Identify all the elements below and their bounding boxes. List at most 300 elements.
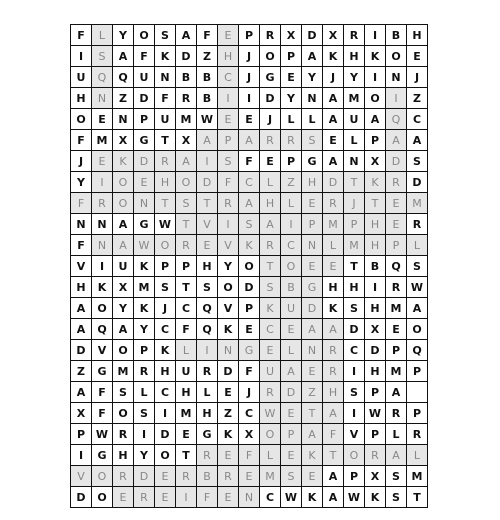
grid-cell[interactable]: X — [176, 130, 197, 151]
grid-cell[interactable]: C — [260, 319, 281, 340]
grid-cell[interactable]: R — [407, 424, 428, 445]
grid-cell[interactable]: V — [218, 298, 239, 319]
grid-cell[interactable]: E — [218, 487, 239, 508]
grid-cell[interactable]: L — [281, 193, 302, 214]
grid-cell[interactable]: A — [71, 298, 92, 319]
grid-cell[interactable]: M — [176, 109, 197, 130]
grid-cell[interactable]: A — [386, 130, 407, 151]
grid-cell[interactable]: N — [92, 214, 113, 235]
grid-cell[interactable]: L — [134, 382, 155, 403]
grid-cell[interactable]: W — [260, 403, 281, 424]
grid-cell[interactable]: M — [344, 88, 365, 109]
grid-cell[interactable]: P — [386, 235, 407, 256]
grid-cell[interactable]: S — [239, 214, 260, 235]
grid-cell[interactable]: T — [155, 193, 176, 214]
grid-cell[interactable]: H — [176, 382, 197, 403]
grid-cell[interactable]: K — [302, 445, 323, 466]
grid-cell[interactable]: C — [218, 67, 239, 88]
grid-cell[interactable]: T — [176, 445, 197, 466]
grid-cell[interactable]: R — [407, 214, 428, 235]
grid-cell[interactable]: H — [344, 46, 365, 67]
grid-cell[interactable]: X — [365, 151, 386, 172]
grid-cell[interactable]: W — [134, 235, 155, 256]
grid-cell[interactable]: W — [407, 277, 428, 298]
grid-cell[interactable]: A — [176, 25, 197, 46]
grid-cell[interactable]: S — [134, 403, 155, 424]
grid-cell[interactable]: K — [323, 46, 344, 67]
grid-cell[interactable]: L — [197, 382, 218, 403]
grid-cell[interactable]: P — [134, 340, 155, 361]
grid-cell[interactable]: A — [323, 151, 344, 172]
grid-cell[interactable]: U — [155, 109, 176, 130]
grid-cell[interactable]: W — [281, 487, 302, 508]
grid-cell[interactable]: O — [92, 487, 113, 508]
grid-cell[interactable]: K — [113, 151, 134, 172]
grid-cell[interactable]: N — [344, 151, 365, 172]
grid-cell[interactable]: Q — [92, 67, 113, 88]
grid-cell[interactable]: Z — [113, 88, 134, 109]
grid-cell[interactable]: I — [218, 214, 239, 235]
grid-cell[interactable]: N — [155, 67, 176, 88]
grid-cell[interactable]: S — [302, 130, 323, 151]
grid-cell[interactable]: K — [134, 298, 155, 319]
grid-cell[interactable]: C — [407, 109, 428, 130]
grid-cell[interactable]: O — [92, 466, 113, 487]
grid-cell[interactable]: K — [218, 319, 239, 340]
grid-cell[interactable]: R — [92, 193, 113, 214]
grid-cell[interactable]: T — [365, 193, 386, 214]
grid-cell[interactable]: Y — [281, 88, 302, 109]
grid-cell[interactable]: R — [176, 235, 197, 256]
grid-cell[interactable]: A — [323, 319, 344, 340]
grid-cell[interactable]: E — [155, 487, 176, 508]
grid-cell[interactable]: A — [323, 403, 344, 424]
grid-cell[interactable]: E — [176, 424, 197, 445]
grid-cell[interactable]: A — [386, 445, 407, 466]
grid-cell[interactable]: R — [197, 445, 218, 466]
grid-cell[interactable]: C — [239, 403, 260, 424]
grid-cell[interactable]: I — [365, 67, 386, 88]
grid-cell[interactable]: A — [302, 46, 323, 67]
grid-cell[interactable]: E — [92, 151, 113, 172]
grid-cell[interactable]: R — [260, 130, 281, 151]
grid-cell[interactable]: E — [239, 319, 260, 340]
grid-cell[interactable]: R — [176, 466, 197, 487]
grid-cell[interactable]: S — [344, 382, 365, 403]
grid-cell[interactable]: F — [218, 172, 239, 193]
grid-cell[interactable]: X — [281, 25, 302, 46]
grid-cell[interactable]: G — [302, 277, 323, 298]
grid-cell[interactable]: R — [323, 361, 344, 382]
grid-cell[interactable]: X — [113, 130, 134, 151]
grid-cell[interactable]: D — [260, 88, 281, 109]
grid-cell[interactable]: D — [71, 340, 92, 361]
grid-cell[interactable]: P — [281, 151, 302, 172]
grid-cell[interactable]: E — [92, 109, 113, 130]
grid-cell[interactable]: U — [176, 361, 197, 382]
grid-cell[interactable]: D — [386, 151, 407, 172]
grid-cell[interactable] — [407, 382, 428, 403]
grid-cell[interactable]: Z — [218, 403, 239, 424]
grid-cell[interactable]: S — [386, 487, 407, 508]
grid-cell[interactable]: R — [155, 151, 176, 172]
grid-cell[interactable]: O — [71, 109, 92, 130]
grid-cell[interactable]: K — [134, 256, 155, 277]
grid-cell[interactable]: J — [323, 67, 344, 88]
grid-cell[interactable]: D — [302, 25, 323, 46]
grid-cell[interactable]: J — [239, 67, 260, 88]
grid-cell[interactable]: P — [365, 424, 386, 445]
grid-cell[interactable]: O — [92, 298, 113, 319]
grid-cell[interactable]: C — [155, 382, 176, 403]
grid-cell[interactable]: A — [302, 424, 323, 445]
grid-cell[interactable]: S — [197, 277, 218, 298]
grid-cell[interactable]: Z — [407, 88, 428, 109]
grid-cell[interactable]: H — [197, 403, 218, 424]
grid-cell[interactable]: U — [281, 298, 302, 319]
grid-cell[interactable]: R — [218, 193, 239, 214]
grid-cell[interactable]: F — [92, 382, 113, 403]
grid-cell[interactable]: X — [113, 277, 134, 298]
grid-cell[interactable]: O — [134, 25, 155, 46]
grid-cell[interactable]: P — [344, 466, 365, 487]
grid-cell[interactable]: O — [155, 235, 176, 256]
grid-cell[interactable]: U — [260, 361, 281, 382]
grid-cell[interactable]: O — [113, 340, 134, 361]
grid-cell[interactable]: I — [92, 172, 113, 193]
grid-cell[interactable]: A — [365, 109, 386, 130]
grid-cell[interactable]: D — [344, 319, 365, 340]
grid-cell[interactable]: A — [260, 214, 281, 235]
grid-cell[interactable]: G — [134, 214, 155, 235]
grid-cell[interactable]: Y — [71, 172, 92, 193]
grid-cell[interactable]: K — [239, 235, 260, 256]
grid-cell[interactable]: D — [239, 277, 260, 298]
grid-cell[interactable]: X — [239, 424, 260, 445]
grid-cell[interactable]: R — [365, 445, 386, 466]
grid-cell[interactable]: I — [197, 340, 218, 361]
grid-cell[interactable]: S — [113, 382, 134, 403]
grid-cell[interactable]: M — [113, 361, 134, 382]
grid-cell[interactable]: G — [197, 424, 218, 445]
grid-cell[interactable]: R — [197, 361, 218, 382]
grid-cell[interactable]: J — [407, 67, 428, 88]
grid-cell[interactable]: Q — [386, 256, 407, 277]
grid-cell[interactable]: F — [71, 193, 92, 214]
grid-cell[interactable]: Q — [197, 319, 218, 340]
grid-cell[interactable]: R — [260, 25, 281, 46]
grid-cell[interactable]: P — [365, 130, 386, 151]
grid-cell[interactable]: X — [365, 319, 386, 340]
grid-cell[interactable]: F — [71, 25, 92, 46]
grid-cell[interactable]: A — [71, 382, 92, 403]
grid-cell[interactable]: Z — [197, 46, 218, 67]
grid-cell[interactable]: T — [302, 403, 323, 424]
grid-cell[interactable]: Y — [134, 319, 155, 340]
grid-cell[interactable]: B — [197, 67, 218, 88]
grid-cell[interactable]: M — [344, 235, 365, 256]
grid-cell[interactable]: H — [344, 277, 365, 298]
grid-cell[interactable]: F — [239, 151, 260, 172]
grid-cell[interactable]: U — [113, 256, 134, 277]
grid-cell[interactable]: A — [113, 235, 134, 256]
grid-cell[interactable]: D — [323, 172, 344, 193]
grid-cell[interactable]: F — [71, 235, 92, 256]
grid-cell[interactable]: F — [239, 445, 260, 466]
grid-cell[interactable]: B — [176, 67, 197, 88]
grid-cell[interactable]: M — [407, 193, 428, 214]
grid-cell[interactable]: O — [407, 319, 428, 340]
grid-cell[interactable]: H — [365, 235, 386, 256]
grid-cell[interactable]: F — [197, 25, 218, 46]
grid-cell[interactable]: A — [407, 298, 428, 319]
grid-cell[interactable]: H — [197, 256, 218, 277]
grid-cell[interactable]: H — [365, 214, 386, 235]
grid-cell[interactable]: D — [71, 487, 92, 508]
grid-cell[interactable]: R — [281, 130, 302, 151]
grid-cell[interactable]: E — [218, 382, 239, 403]
grid-cell[interactable]: K — [155, 340, 176, 361]
grid-cell[interactable]: I — [197, 151, 218, 172]
grid-cell[interactable]: M — [260, 466, 281, 487]
grid-cell[interactable]: Q — [386, 109, 407, 130]
grid-cell[interactable]: E — [218, 109, 239, 130]
grid-cell[interactable]: R — [134, 361, 155, 382]
grid-cell[interactable]: B — [365, 256, 386, 277]
grid-cell[interactable]: O — [113, 403, 134, 424]
grid-cell[interactable]: M — [323, 214, 344, 235]
grid-cell[interactable]: W — [92, 424, 113, 445]
grid-cell[interactable]: E — [218, 25, 239, 46]
grid-cell[interactable]: F — [155, 88, 176, 109]
grid-cell[interactable]: J — [344, 193, 365, 214]
grid-cell[interactable]: R — [386, 277, 407, 298]
grid-cell[interactable]: U — [71, 67, 92, 88]
grid-cell[interactable]: E — [302, 361, 323, 382]
grid-cell[interactable]: K — [365, 172, 386, 193]
grid-cell[interactable]: N — [302, 340, 323, 361]
grid-cell[interactable]: E — [155, 466, 176, 487]
grid-cell[interactable]: O — [386, 46, 407, 67]
grid-cell[interactable]: P — [239, 25, 260, 46]
grid-cell[interactable]: K — [365, 487, 386, 508]
grid-cell[interactable]: P — [386, 340, 407, 361]
grid-cell[interactable]: E — [386, 193, 407, 214]
grid-cell[interactable]: G — [239, 340, 260, 361]
grid-cell[interactable]: D — [407, 172, 428, 193]
grid-cell[interactable]: N — [302, 88, 323, 109]
grid-cell[interactable]: I — [344, 403, 365, 424]
grid-cell[interactable]: Y — [218, 256, 239, 277]
grid-cell[interactable]: O — [260, 46, 281, 67]
grid-cell[interactable]: G — [134, 130, 155, 151]
grid-cell[interactable]: V — [92, 340, 113, 361]
grid-cell[interactable]: H — [323, 382, 344, 403]
grid-cell[interactable]: K — [92, 277, 113, 298]
grid-cell[interactable]: I — [281, 214, 302, 235]
grid-cell[interactable]: F — [323, 424, 344, 445]
grid-cell[interactable]: L — [260, 172, 281, 193]
grid-cell[interactable]: O — [113, 193, 134, 214]
grid-cell[interactable]: H — [260, 193, 281, 214]
grid-cell[interactable]: E — [302, 193, 323, 214]
grid-cell[interactable]: H — [155, 172, 176, 193]
grid-cell[interactable]: R — [323, 193, 344, 214]
grid-cell[interactable]: S — [155, 277, 176, 298]
grid-cell[interactable]: E — [218, 445, 239, 466]
grid-cell[interactable]: L — [302, 109, 323, 130]
grid-cell[interactable]: P — [407, 361, 428, 382]
grid-cell[interactable]: O — [365, 88, 386, 109]
grid-cell[interactable]: D — [134, 151, 155, 172]
grid-cell[interactable]: P — [218, 130, 239, 151]
grid-cell[interactable]: X — [365, 466, 386, 487]
grid-cell[interactable]: Q — [113, 67, 134, 88]
grid-cell[interactable]: P — [239, 298, 260, 319]
grid-cell[interactable]: Q — [92, 319, 113, 340]
grid-cell[interactable]: E — [239, 466, 260, 487]
grid-cell[interactable]: L — [386, 424, 407, 445]
grid-cell[interactable]: I — [155, 403, 176, 424]
grid-cell[interactable]: A — [113, 319, 134, 340]
grid-cell[interactable]: O — [176, 172, 197, 193]
grid-cell[interactable]: B — [197, 88, 218, 109]
grid-cell[interactable]: L — [281, 109, 302, 130]
grid-cell[interactable]: C — [155, 319, 176, 340]
grid-cell[interactable]: T — [344, 256, 365, 277]
grid-cell[interactable]: L — [281, 340, 302, 361]
grid-cell[interactable]: O — [155, 445, 176, 466]
grid-cell[interactable]: I — [365, 25, 386, 46]
grid-cell[interactable]: A — [407, 130, 428, 151]
grid-cell[interactable]: K — [323, 298, 344, 319]
grid-cell[interactable]: X — [71, 403, 92, 424]
grid-cell[interactable]: Z — [302, 382, 323, 403]
grid-cell[interactable]: P — [365, 382, 386, 403]
grid-cell[interactable]: C — [176, 298, 197, 319]
grid-cell[interactable]: E — [281, 67, 302, 88]
grid-cell[interactable]: E — [323, 130, 344, 151]
grid-cell[interactable]: I — [218, 88, 239, 109]
grid-cell[interactable]: D — [302, 298, 323, 319]
grid-cell[interactable]: A — [197, 130, 218, 151]
grid-cell[interactable]: A — [323, 487, 344, 508]
grid-cell[interactable]: G — [302, 151, 323, 172]
grid-cell[interactable]: U — [344, 109, 365, 130]
grid-cell[interactable]: S — [260, 277, 281, 298]
grid-cell[interactable]: E — [302, 466, 323, 487]
grid-cell[interactable]: P — [71, 424, 92, 445]
grid-cell[interactable]: S — [218, 151, 239, 172]
grid-cell[interactable]: C — [260, 487, 281, 508]
grid-cell[interactable]: G — [260, 67, 281, 88]
grid-cell[interactable]: P — [344, 214, 365, 235]
grid-cell[interactable]: A — [323, 88, 344, 109]
grid-cell[interactable]: M — [386, 361, 407, 382]
grid-cell[interactable]: H — [323, 277, 344, 298]
grid-cell[interactable]: N — [218, 340, 239, 361]
grid-cell[interactable]: N — [113, 109, 134, 130]
grid-cell[interactable]: E — [407, 46, 428, 67]
grid-cell[interactable]: T — [344, 172, 365, 193]
grid-cell[interactable]: E — [323, 256, 344, 277]
grid-cell[interactable]: R — [344, 25, 365, 46]
grid-cell[interactable]: J — [260, 109, 281, 130]
grid-cell[interactable]: F — [71, 130, 92, 151]
grid-cell[interactable]: P — [134, 109, 155, 130]
grid-cell[interactable]: J — [155, 298, 176, 319]
grid-cell[interactable]: N — [239, 487, 260, 508]
grid-cell[interactable]: O — [218, 277, 239, 298]
grid-cell[interactable]: C — [239, 172, 260, 193]
grid-cell[interactable]: Z — [281, 172, 302, 193]
grid-cell[interactable]: H — [155, 361, 176, 382]
grid-cell[interactable]: N — [386, 67, 407, 88]
grid-cell[interactable]: A — [113, 214, 134, 235]
grid-cell[interactable]: O — [281, 256, 302, 277]
grid-cell[interactable]: D — [134, 466, 155, 487]
grid-cell[interactable]: Y — [113, 25, 134, 46]
grid-cell[interactable]: P — [155, 256, 176, 277]
grid-cell[interactable]: T — [155, 130, 176, 151]
grid-cell[interactable]: F — [134, 46, 155, 67]
grid-cell[interactable]: L — [176, 340, 197, 361]
grid-cell[interactable]: R — [218, 466, 239, 487]
grid-cell[interactable]: V — [218, 235, 239, 256]
grid-cell[interactable]: M — [386, 298, 407, 319]
grid-cell[interactable]: L — [92, 25, 113, 46]
grid-cell[interactable]: W — [344, 487, 365, 508]
grid-cell[interactable]: E — [386, 214, 407, 235]
grid-cell[interactable]: I — [176, 487, 197, 508]
grid-cell[interactable]: I — [344, 361, 365, 382]
grid-cell[interactable]: I — [365, 277, 386, 298]
grid-cell[interactable]: R — [176, 88, 197, 109]
grid-cell[interactable]: D — [176, 46, 197, 67]
grid-cell[interactable]: B — [386, 25, 407, 46]
grid-cell[interactable]: A — [239, 130, 260, 151]
grid-cell[interactable]: S — [386, 466, 407, 487]
grid-cell[interactable]: O — [239, 256, 260, 277]
grid-cell[interactable]: H — [71, 277, 92, 298]
grid-cell[interactable]: H — [365, 361, 386, 382]
grid-cell[interactable]: M — [407, 466, 428, 487]
grid-cell[interactable]: Y — [302, 67, 323, 88]
grid-cell[interactable]: A — [323, 466, 344, 487]
grid-cell[interactable]: Q — [197, 298, 218, 319]
grid-cell[interactable]: W — [365, 403, 386, 424]
grid-cell[interactable]: G — [92, 361, 113, 382]
grid-cell[interactable]: Y — [344, 67, 365, 88]
grid-cell[interactable]: H — [407, 25, 428, 46]
grid-cell[interactable]: L — [407, 235, 428, 256]
grid-cell[interactable]: P — [176, 256, 197, 277]
grid-cell[interactable]: A — [113, 46, 134, 67]
grid-cell[interactable]: T — [176, 214, 197, 235]
grid-cell[interactable]: E — [260, 151, 281, 172]
grid-cell[interactable]: D — [218, 361, 239, 382]
grid-cell[interactable]: A — [176, 151, 197, 172]
grid-cell[interactable]: T — [407, 487, 428, 508]
grid-cell[interactable]: I — [71, 445, 92, 466]
grid-cell[interactable]: D — [134, 88, 155, 109]
grid-cell[interactable]: K — [260, 298, 281, 319]
grid-cell[interactable]: C — [344, 340, 365, 361]
grid-cell[interactable]: P — [281, 424, 302, 445]
grid-cell[interactable]: O — [344, 445, 365, 466]
grid-cell[interactable]: E — [113, 487, 134, 508]
grid-cell[interactable]: E — [302, 256, 323, 277]
